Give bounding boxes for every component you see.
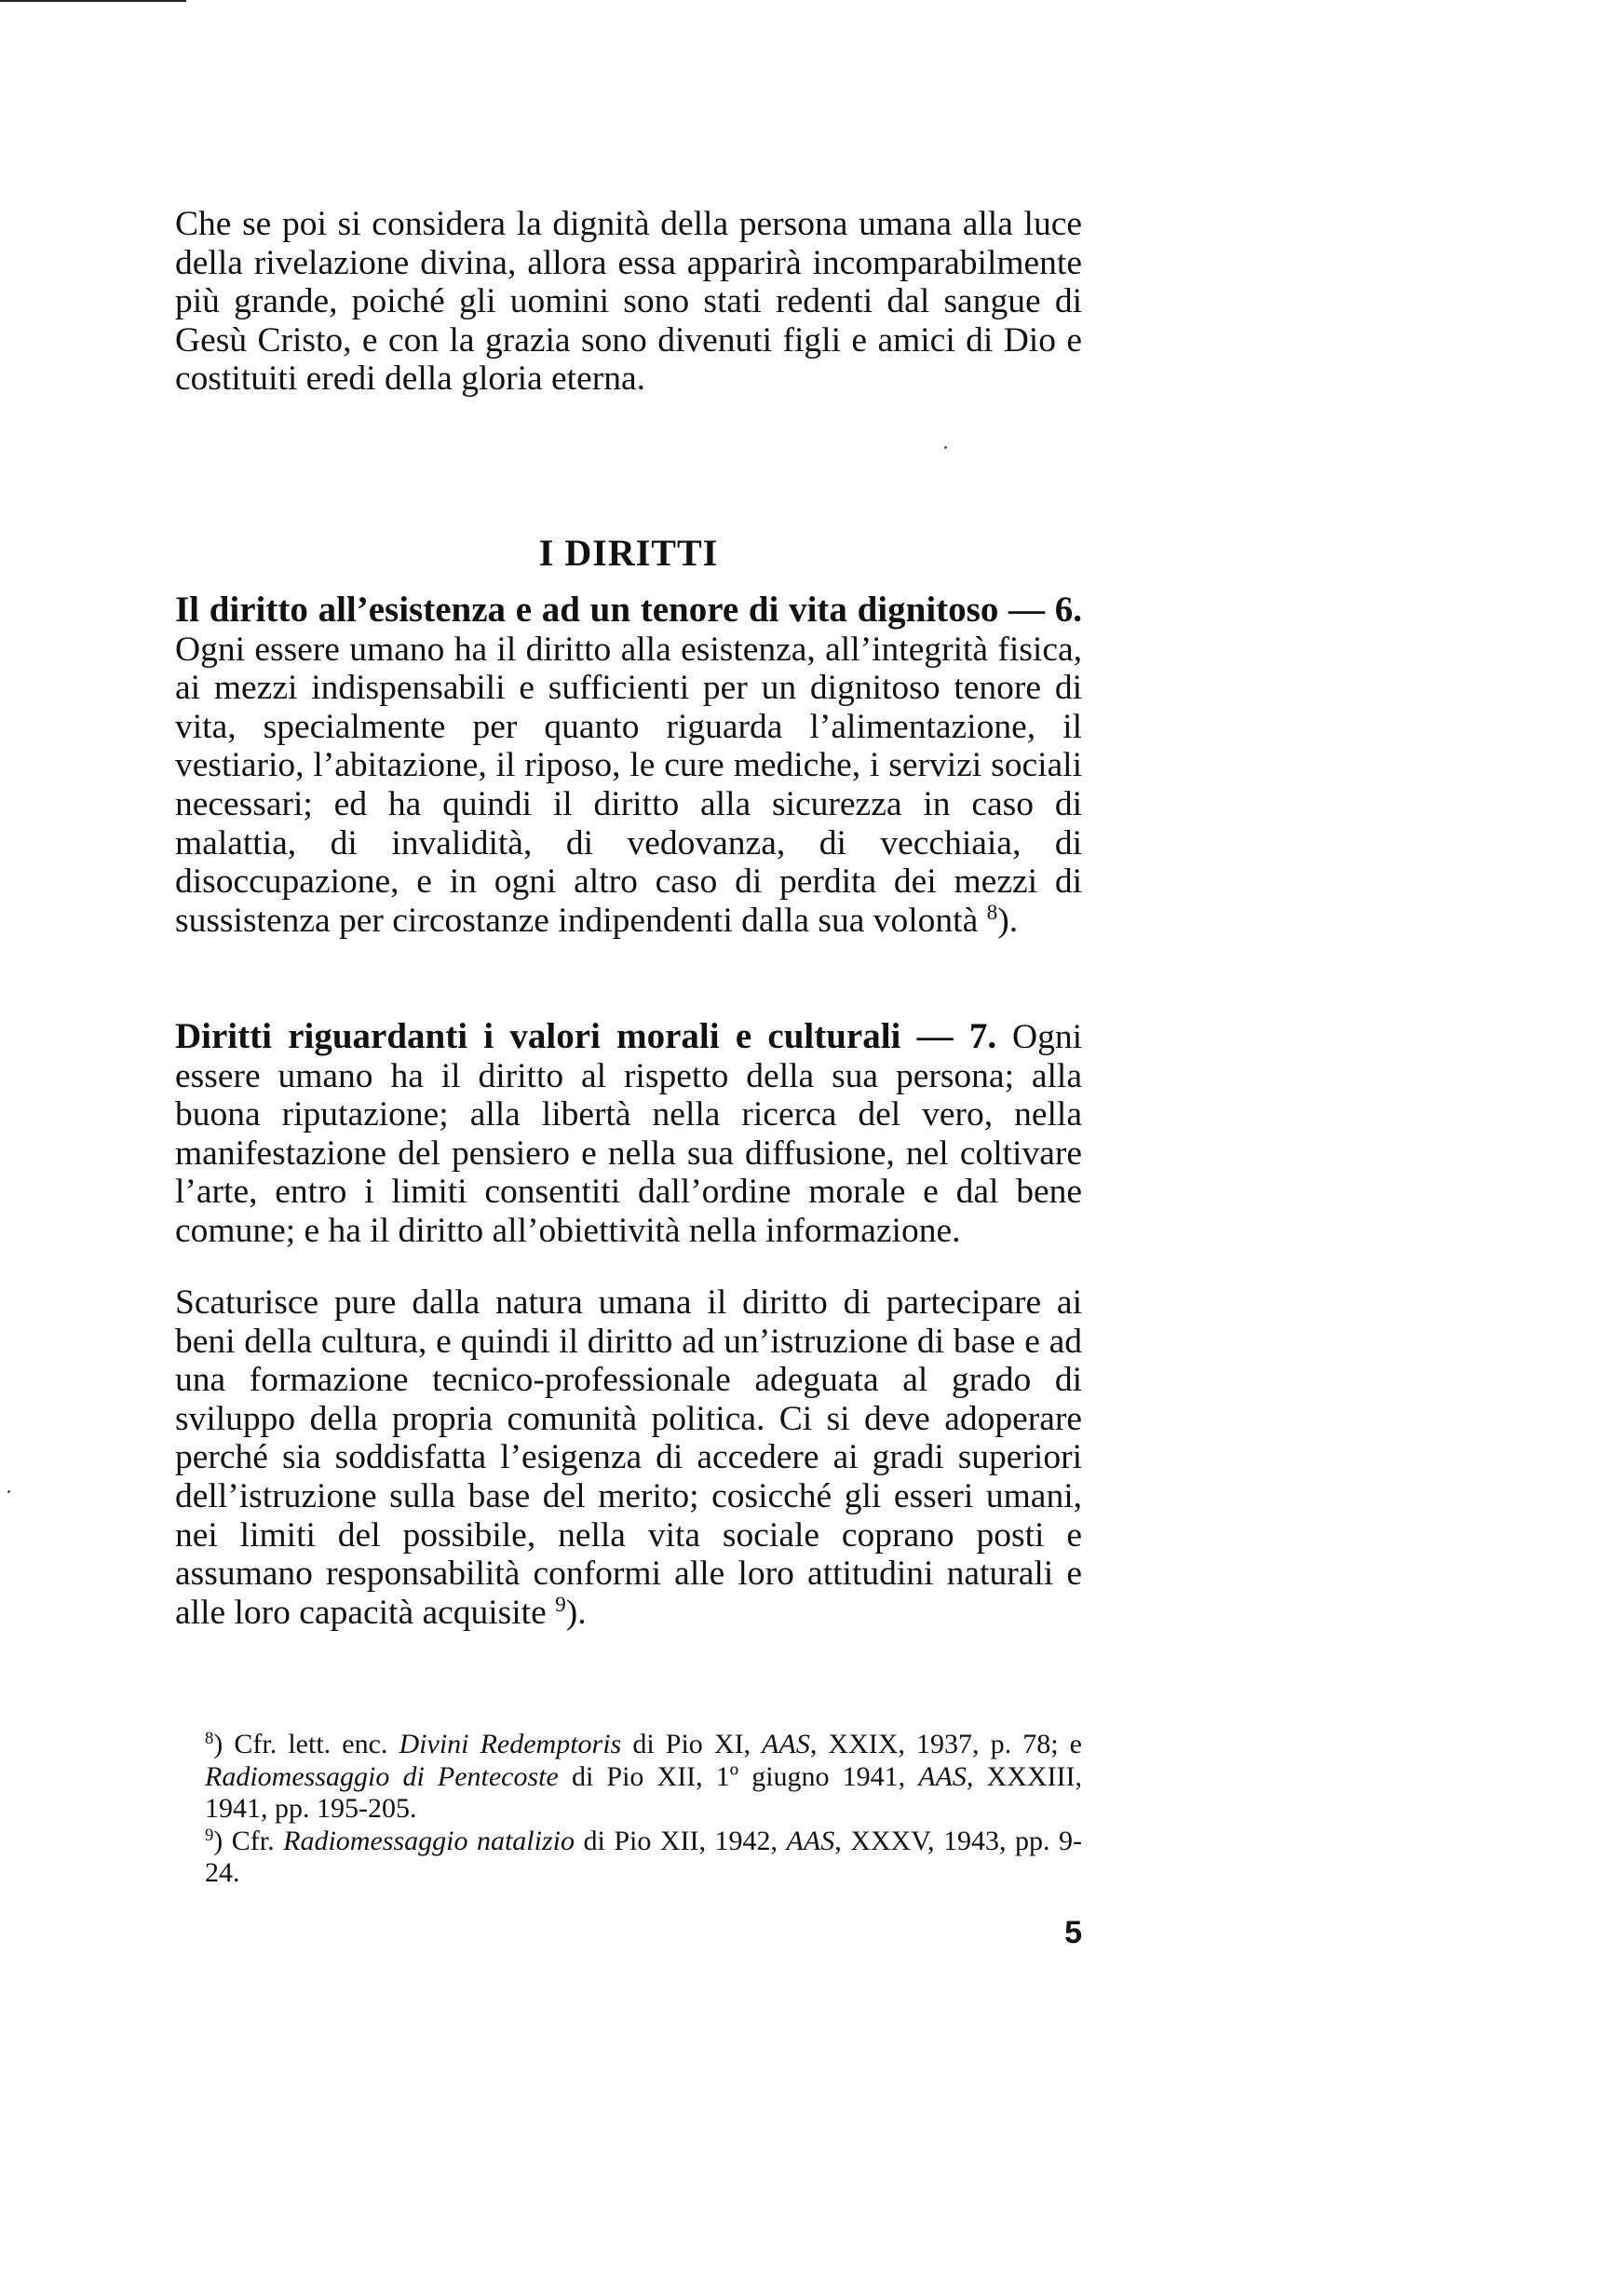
section-1-title: Il diritto all’esistenza e ad un tenore di vita dignitoso — 6. (175, 590, 1082, 630)
footnote-mark: 9 (205, 1825, 214, 1845)
fn8-part: Radiomessaggio di Pentecoste (205, 1760, 559, 1792)
fn8-part: AAS (918, 1760, 967, 1792)
fn8-part: di Pio XI, (621, 1729, 763, 1759)
footnote-mark: 8 (205, 1728, 214, 1748)
fn8-part: , XXXIII, 1941, pp. 195-205. (205, 1760, 1083, 1824)
fn9-part: Radiomessaggio natalizio (283, 1825, 575, 1856)
footnote-ref-8[interactable]: 8 (986, 900, 998, 925)
intro-paragraph: Che se poi si considera la dignità della persona umana alla luce della rivelazione divina, allora essa apparirà incomparabilmente più grande, poiché gli uomini sono stati redenti dal sangue di Gesù Cristo, e con la grazia sono divenuti figli e amici di Dio e costituiti eredi della gloria eterna. (175, 205, 1082, 399)
section-2-text: Ogni essere umano ha il diritto al rispetto della sua persona; alla buona riputazione; alla libertà nella ricerca del vero, nella manifestazione del pensiero e nella sua diffusione, nel coltivare l’arte, entro i limiti consentiti dall’ordine morale e dal bene comune; e ha il diritto all’obiettività nella informazione. (175, 1018, 1082, 1250)
section-1-paragraph (175, 591, 1082, 940)
section-3-text: Scaturisce pure dalla natura umana il diritto di partecipare ai beni della cultura, e quindi il diritto ad un’istruzione di base e ad una formazione tecnico-professionale adeguata al grado di sviluppo della propria comunità politica. Ci si deve adoperare perché sia soddisfatta l’esigenza di accedere ai gradi superiori dell’istruzione sulla base del merito; cosicché gli esseri umani, nei limiti del possibile, nella vita sociale coprano posti e assumano responsabilità conformi alle loro attitudini naturali e alle loro capacità acquisite (175, 1283, 1082, 1632)
section-3-end: ). (565, 1593, 587, 1632)
section-heading: I DIRITTI (538, 532, 719, 574)
fn8-part: AAS (762, 1729, 810, 1759)
footnote (205, 1826, 1082, 1890)
fn9-part: ) Cfr. (213, 1825, 284, 1856)
fn8-part: di Pio XII, 1º giugno 1941, (558, 1760, 919, 1792)
speck (7, 1490, 10, 1493)
section-2-paragraph (175, 1017, 1082, 1251)
top-rule (0, 0, 186, 2)
fn9-part: di Pio XII, 1942, (575, 1825, 787, 1856)
footnote-ref-9[interactable]: 9 (555, 1592, 566, 1617)
page-number: 5 (1064, 1915, 1082, 1950)
section-1-end: ). (997, 901, 1019, 940)
fn8-part: , XXIX, 1937, p. 78; e (809, 1729, 1082, 1759)
section-2-title: Diritti riguardanti i valori morali e culturali — 7. (175, 1016, 997, 1056)
speck (944, 446, 947, 449)
fn9-part: , XXXV, 1943, pp. 9-24. (205, 1825, 1083, 1888)
footnotes (205, 1729, 1082, 1890)
fn8-part: Divini Redemptoris (399, 1729, 622, 1759)
footnote (205, 1729, 1082, 1826)
section-1-text: Ogni essere umano ha il diritto alla esistenza, all’integrità fisica, ai mezzi indispensabili e sufficienti per un dignitoso tenore di vita, specialmente per quanto riguarda l’alimentazione, il vestiario, l’abitazione, il riposo, le cure mediche, i servizi sociali necessari; ed ha quindi il diritto alla sicurezza in caso di malattia, di invalidità, di vedovanza, di vecchiaia, di disoccupazione, e in ogni altro caso di perdita dei mezzi di sussistenza per circostanze indipendenti dalla sua volontà (175, 630, 1082, 940)
fn9-part: AAS (786, 1825, 835, 1856)
fn8-part: ) Cfr. lett. enc. (213, 1729, 399, 1759)
section-3-paragraph (175, 1283, 1082, 1632)
